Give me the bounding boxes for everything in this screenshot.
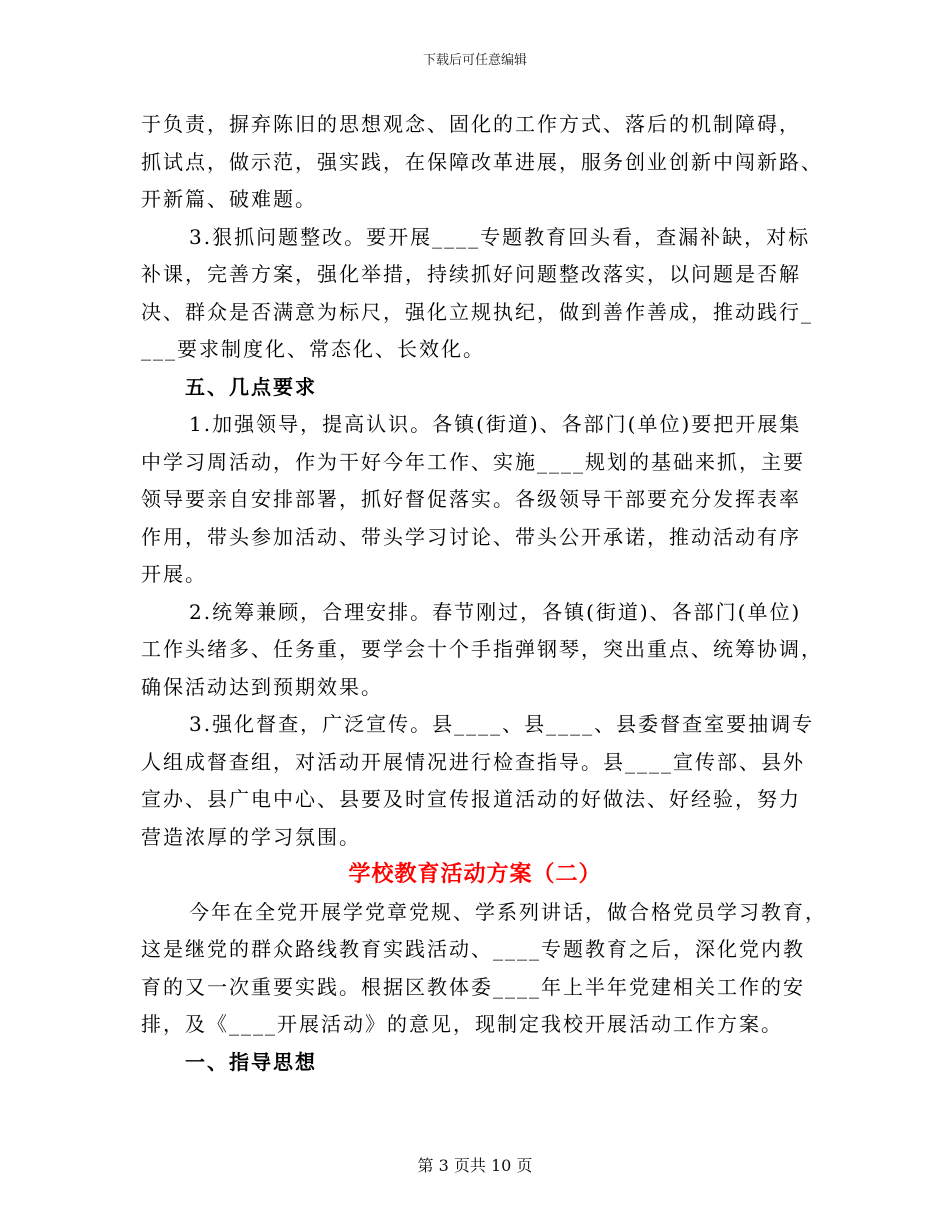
text-line: 作用，带头参加活动、带头学习讨论、带头公开承诺，推动活动有序 xyxy=(141,524,801,549)
text-line: 中学习周活动，作为干好今年工作、实施____规划的基础来抓，主要 xyxy=(141,449,805,474)
text-line: 开新篇、破难题。 xyxy=(141,187,317,211)
paragraph-requirement-1 xyxy=(141,406,809,594)
text-line: 排，及《____开展活动》的意见，现制定我校开展活动工作方案。 xyxy=(141,1012,783,1036)
text-line: 2.统筹兼顾，合理安排。春节刚过，各镇(街道)、各部门(单位) xyxy=(189,599,802,624)
text-line: 3.狠抓问题整改。要开展____专题教育回头看，查漏补缺，对标 xyxy=(189,224,811,249)
document-body xyxy=(141,106,827,1081)
text-line: 补课，完善方案，强化举措，持续抓好问题整改落实，以问题是否解 xyxy=(141,262,801,286)
text-line: 育的又一次重要实践。根据区教体委____年上半年党建相关工作的安 xyxy=(141,974,805,999)
text-line: 于负责，摒弃陈旧的思想观念、固化的工作方式、落后的机制障碍， xyxy=(141,112,801,136)
text-line: 宣办、县广电中心、县要及时宣传报道活动的好做法、好经验，努力 xyxy=(141,787,801,811)
text-line: 这是继党的群众路线教育实践活动、____专题教育之后，深化党内教 xyxy=(141,937,805,961)
doc2-section-1-heading: 一、指导思想 xyxy=(185,1049,317,1074)
text-line: 今年在全党开展学党章党规、学系列讲话，做合格党员学习教育， xyxy=(189,899,827,924)
text-line: 1.加强领导，提高认识。各镇(街道)、各部门(单位)要把开展集 xyxy=(189,412,802,436)
text-line: 抓试点，做示范，强实践，在保障改革进展，服务创业创新中闯新路、 xyxy=(141,149,823,174)
text-line: 人组成督查组，对活动开展情况进行检查指导。县____宣传部、县外 xyxy=(141,749,805,774)
paragraph-item-3 xyxy=(141,219,813,369)
text-line: 领导要亲自安排部署，抓好督促落实。各级领导干部要充分发挥表率 xyxy=(141,487,801,511)
text-line: 工作头绪多、任务重，要学会十个手指弹钢琴，突出重点、统筹协调， xyxy=(141,637,823,661)
text-line: 3.强化督查，广泛宣传。县____、县____、县委督查室要抽调专 xyxy=(189,712,815,736)
paragraph-requirement-3 xyxy=(141,706,815,856)
text-line: 确保活动达到预期效果。 xyxy=(141,674,383,699)
paragraph-doc2-intro xyxy=(141,894,827,1044)
text-line: ___要求制度化、常态化、长效化。 xyxy=(141,337,485,361)
paragraph-continued xyxy=(141,106,823,219)
page-number: 第 3 页共 10 页 xyxy=(417,1156,533,1175)
text-line: 决、群众是否满意为标尺，强化立规执纪，做到善作善成，推动践行_ xyxy=(141,299,813,324)
text-line: 开展。 xyxy=(141,562,207,586)
page-header-note: 下载后可任意编辑 xyxy=(422,53,527,68)
document-2-title: 学校教育活动方案（二） xyxy=(348,861,602,887)
section-5-heading: 五、几点要求 xyxy=(185,374,317,399)
text-line: 营造浓厚的学习氛围。 xyxy=(141,824,361,849)
paragraph-requirement-2 xyxy=(141,594,823,707)
